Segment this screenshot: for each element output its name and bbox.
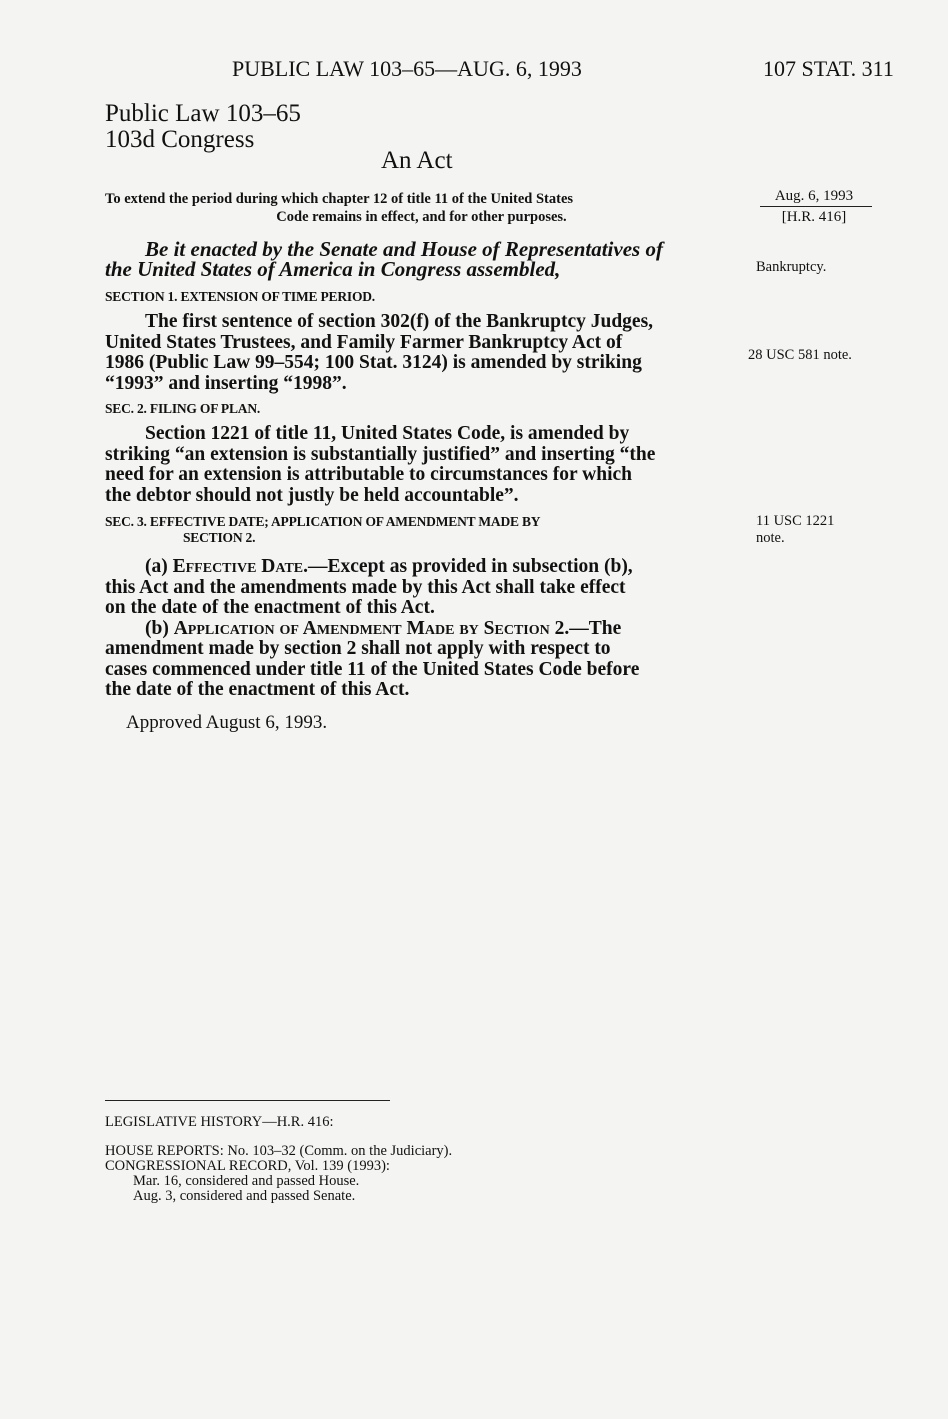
- sidenote-usc-2-line-1: 11 USC 1221: [756, 513, 835, 529]
- history-event: Aug. 3, considered and passed Senate.: [133, 1188, 356, 1204]
- sidenote-usc-2: [756, 513, 834, 547]
- subsection-b-line: the date of the enactment of this Act.: [105, 679, 410, 700]
- subsection-b-line-1: [105, 619, 737, 640]
- approval-date: Approved August 6, 1993.: [126, 712, 328, 733]
- section-2-line: need for an extension is attributable to circumstances for which: [105, 464, 633, 485]
- section-3-text: [105, 557, 737, 701]
- section-1-line: 1986 (Public Law 99–554; 100 Stat. 3124) is amended by striking: [105, 352, 642, 373]
- section-1-heading: SECTION 1. EXTENSION OF TIME PERIOD.: [105, 289, 375, 304]
- section-2-line: the debtor should not justly be held accountable”.: [105, 484, 519, 506]
- purpose-line-2: Code remains in effect, and for other purposes.: [276, 209, 567, 225]
- purpose-line-1: To extend the period during which chapter 12 of title 11 of the United States: [105, 191, 574, 207]
- house-reports: HOUSE REPORTS: No. 103–32 (Comm. on the Judiciary).: [105, 1143, 453, 1159]
- section-3-heading: [105, 514, 540, 546]
- subsection-b-line: amendment made by section 2 shall not apply with respect to: [105, 638, 611, 659]
- purpose-statement: [105, 190, 738, 226]
- sidenote-usc-1: 28 USC 581 note.: [748, 347, 852, 363]
- subsection-b-text: .—The: [564, 617, 622, 639]
- public-law-number: Public Law 103–65: [105, 100, 301, 127]
- enacting-clause-line-1: Be it enacted by the Senate and House of Representatives of: [145, 237, 663, 261]
- section-2-heading: SEC. 2. FILING OF PLAN.: [105, 401, 261, 416]
- subsection-a-line-1: [105, 557, 737, 578]
- act-title: An Act: [381, 147, 453, 174]
- section-2-line: Section 1221 of title 11, United States Code, is amended by: [145, 423, 630, 444]
- sidenote-usc-2-line-2: note.: [756, 530, 785, 546]
- section-1-text: [105, 312, 737, 394]
- subsection-a-line: on the date of the enactment of this Act.: [105, 597, 435, 618]
- history-event: Mar. 16, considered and passed House.: [133, 1173, 360, 1189]
- subsection-a-text: .—Except as provided in subsection (b),: [303, 556, 633, 577]
- section-2-text: [105, 424, 737, 506]
- stat-page-number: 107 STAT. 311: [763, 56, 894, 81]
- enacting-clause-line-2: the United States of America in Congress assembled,: [105, 257, 561, 281]
- congressional-record: CONGRESSIONAL RECORD, Vol. 139 (1993):: [105, 1158, 390, 1174]
- sidenote-topic: Bankruptcy.: [756, 259, 827, 275]
- subsection-b-label: (b): [145, 617, 174, 639]
- running-title: PUBLIC LAW 103–65—AUG. 6, 1993: [232, 56, 582, 81]
- subsection-a-line: this Act and the amendments made by this Act shall take effect: [105, 576, 626, 598]
- subsection-a-label: (a): [145, 556, 173, 577]
- sidenote-bill: [H.R. 416]: [781, 209, 847, 225]
- sidenote-rule: [760, 206, 872, 207]
- subsection-a-caption: Effective Date: [172, 556, 304, 577]
- sidenote-date: Aug. 6, 1993: [774, 188, 854, 204]
- section-1-line: The first sentence of section 302(f) of the Bankruptcy Judges,: [145, 311, 654, 332]
- sidenote-date-block: [764, 188, 864, 226]
- section-1-line: United States Trustees, and Family Farmer Bankruptcy Act of: [105, 331, 623, 353]
- section-1-line: “1993” and inserting “1998”.: [105, 372, 347, 394]
- footnote-rule: [105, 1100, 390, 1101]
- section-3-heading-line-1: SEC. 3. EFFECTIVE DATE; APPLICATION OF AMENDMENT MADE BY: [105, 514, 541, 529]
- legislative-history-title: LEGISLATIVE HISTORY—H.R. 416:: [105, 1114, 334, 1130]
- congress-number: 103d Congress: [105, 126, 255, 153]
- section-3-heading-line-2: SECTION 2.: [183, 530, 256, 545]
- subsection-b-caption: Application of Amendment Made by Section 2: [173, 617, 565, 639]
- section-2-line: striking “an extension is substantially justified” and inserting “the: [105, 443, 656, 465]
- subsection-b-line: cases commenced under title 11 of the United States Code before: [105, 658, 640, 680]
- enacting-clause: [105, 239, 742, 279]
